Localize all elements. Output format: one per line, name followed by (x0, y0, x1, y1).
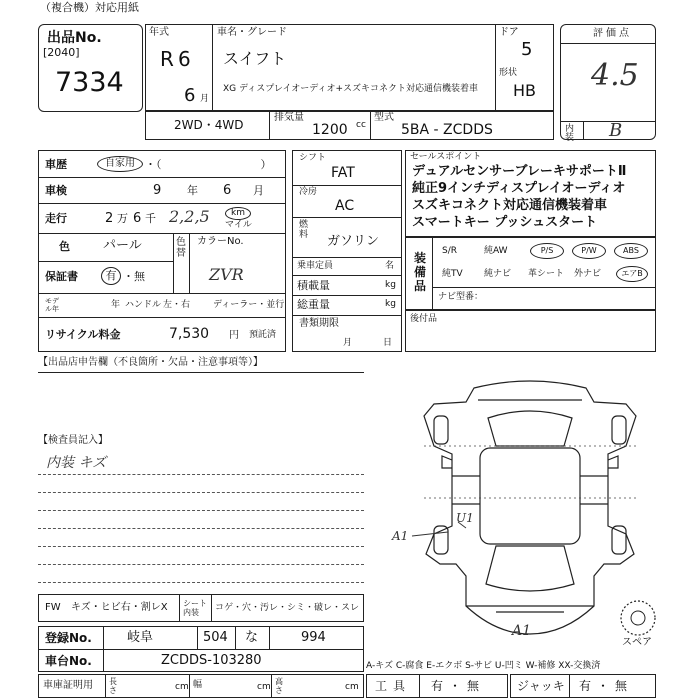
year-value: 6 (178, 47, 191, 71)
garage-cert-box (38, 674, 364, 698)
model-year-unit: 年 (111, 300, 121, 310)
cc-unit: cc (356, 120, 366, 130)
tools-label: 工具 (375, 679, 412, 693)
navi-model-label: ナビ型番： (438, 292, 484, 302)
reg-class: 504 (203, 630, 228, 645)
drive-type: 2WD・4WD (174, 118, 244, 132)
name-box (212, 24, 554, 112)
inspection-month-unit: 月 (253, 184, 264, 197)
length-label: 長さ (109, 677, 117, 695)
month-value: 6 (184, 85, 196, 106)
height-unit: cm (345, 682, 359, 692)
doc-month: 月 (343, 338, 353, 348)
notes-label: 【出品店申告欄（不良箇所・欠品・注意事項等）】 (38, 357, 263, 368)
doc-day: 日 (383, 338, 393, 348)
capacity-label: 乗車定員 (297, 261, 334, 271)
aftermarket-box (405, 310, 656, 352)
jack-value: 有・無 (579, 679, 634, 693)
reg-label: 登録No. (45, 631, 92, 645)
eq-alloy-wheel: 純AW (484, 246, 508, 256)
capacity-unit: 名 (385, 261, 395, 271)
ac-label: 冷房 (299, 187, 318, 197)
sales-point-1: デュアルセンサーブレーキサポートⅡ (412, 164, 627, 179)
color-label: 色 (59, 240, 70, 253)
eq-sunroof: S/R (442, 246, 457, 256)
color-no-label: カラーNo. (197, 236, 244, 247)
warranty-no: ・無 (123, 270, 145, 283)
car-name: スイフト (223, 49, 287, 68)
shift-label: シフト (299, 153, 327, 163)
score-label: 評価点 (593, 28, 632, 39)
color-change-label: 色替 (176, 237, 186, 259)
history-box (38, 150, 286, 352)
width-unit: cm (257, 682, 271, 692)
inspection-year-unit: 年 (187, 184, 198, 197)
spare-tire-icon (618, 598, 658, 638)
shift-value: FAT (331, 165, 355, 181)
inspection-year: 9 (153, 183, 162, 198)
damage-mark-a1-bottom: A1 (512, 623, 532, 639)
load-label: 積載量 (297, 279, 330, 292)
inspector-label: 【検査員記入】 (38, 435, 108, 446)
reg-kana: な (245, 630, 259, 645)
jack-box (510, 674, 656, 698)
mileage-handwritten: 2,2,5 (169, 207, 210, 226)
sales-point-3: スズキコネクト対応通信機装着車 (412, 198, 608, 213)
damage-legend: A-キズ C-腐食 E-エクボ S-サビ U-凹ミ W-補修 XX-交換済 (366, 661, 601, 671)
damage-mark-u1: U1 (456, 511, 474, 525)
inspector-comment: 内装 キズ (46, 455, 107, 471)
model-label: 型式 (374, 112, 394, 123)
history-private-circle: 自家用 (97, 156, 143, 172)
eq-power-steering: P/S (530, 243, 564, 259)
eq-airbag: エアB (616, 266, 648, 282)
displacement-value: 1200 (312, 122, 348, 138)
history-rest: ・（ ） (145, 158, 272, 171)
seat-items: コゲ・穴・汚レ・シミ・破レ・スレ (215, 603, 360, 613)
door-label: ドア (499, 27, 519, 38)
reg-area: 岐阜 (127, 630, 154, 645)
month-unit: 月 (200, 94, 210, 104)
load-unit: kg (385, 280, 396, 290)
spec-row (145, 110, 554, 140)
tools-value: 有・無 (431, 679, 486, 693)
damage-mark-a1-left: A1 (392, 529, 409, 543)
dealer-label: ディーラー・並行 (213, 300, 285, 310)
handle-lr: 左・右 (163, 300, 191, 310)
lot-code: [2040] (43, 46, 80, 59)
chassis-number: ZCDDS-103280 (161, 653, 262, 668)
warranty-yes-circle: 有 (101, 267, 121, 285)
registration-box (38, 626, 364, 672)
eq-leather-seat: 革シート (528, 269, 565, 279)
tools-box (366, 674, 508, 698)
mileage-sen: 6 (133, 211, 142, 226)
handle-label: ハンドル (125, 300, 162, 310)
fuel-label: 燃料 (299, 220, 309, 240)
sales-point-2: 純正9インチディスプレイオーディオ (412, 181, 626, 196)
model-value: 5BA - ZCDDS (401, 122, 493, 138)
lot-label: 出品No. (47, 30, 102, 46)
height-label: 高さ (275, 677, 283, 695)
year-box (145, 24, 213, 112)
mileage-label: 走行 (45, 212, 67, 225)
year-label: 年式 (149, 27, 169, 38)
mile-label: マイル (225, 220, 252, 230)
eq-tv: 純TV (442, 269, 463, 279)
history-label: 車歴 (45, 158, 67, 171)
eq-abs: ABS (614, 243, 648, 259)
color-no-value: ZVR (209, 265, 244, 284)
width-label: 幅 (193, 680, 203, 690)
spare-label: スペア (622, 637, 652, 648)
fuel-value: ガソリン (327, 234, 380, 249)
mileage-man: 2 (105, 211, 114, 226)
sales-point-4: スマートキー プッシュスタート (412, 215, 598, 230)
lot-box (38, 24, 143, 112)
inspection-month: 6 (223, 183, 232, 198)
mileage-sen-unit: 千 (145, 212, 156, 225)
sales-label: セールスポイント (410, 152, 482, 162)
gross-unit: kg (385, 299, 396, 309)
km-circle: km (225, 207, 251, 220)
mileage-man-unit: 万 (117, 212, 128, 225)
seat-label: シート内装 (183, 599, 207, 617)
interior-grade: B (609, 120, 623, 141)
score-box (560, 24, 656, 143)
specs-box (292, 150, 402, 352)
sales-box (405, 150, 656, 238)
lot-number: 7334 (55, 67, 124, 98)
aftermarket-label: 後付品 (410, 314, 438, 324)
ac-value: AC (335, 198, 355, 214)
reg-number: 994 (301, 630, 326, 645)
model-year-label: モデル年 (45, 297, 59, 313)
length-unit: cm (175, 682, 189, 692)
eq-power-window: P/W (572, 243, 606, 259)
displacement-label: 排気量 (274, 112, 304, 123)
interior-label: 内装 (565, 124, 575, 143)
recycle-unit: 円 (229, 330, 239, 341)
score-value: 4.5 (591, 58, 639, 93)
shape-label: 形状 (499, 68, 518, 78)
equipment-label: 装備品 (414, 251, 427, 293)
color-value: パール (103, 238, 142, 253)
eq-navi: 純ナビ (484, 269, 512, 279)
door-count: 5 (521, 39, 533, 60)
chassis-label: 車台No. (45, 654, 92, 668)
inspection-label: 車検 (45, 184, 67, 197)
jack-label: ジャッキ (517, 679, 565, 693)
recycle-value: 7,530 (169, 326, 210, 342)
car-grade: XG ディスプレイオーディオ+スズキコネクト対応通信機装着車 (223, 84, 479, 94)
doc-deadline-label: 書類期限 (299, 318, 339, 329)
shape-value: HB (513, 81, 537, 100)
year-era: R (160, 47, 174, 71)
fw-label: FW (45, 602, 61, 613)
form-title: （複合機）対応用紙 (40, 1, 139, 14)
name-label: 車名・グレード (217, 27, 287, 38)
gross-label: 総重量 (297, 298, 330, 311)
recycle-label: リサイクル料金 (45, 328, 121, 341)
warranty-label: 保証書 (45, 270, 78, 283)
fw-damage: キズ・ヒビ右・割レX (71, 602, 168, 613)
garage-cert-label: 車庫証明用 (43, 680, 93, 691)
recycle-note: 預託済 (249, 330, 277, 340)
eq-ext-navi: 外ナビ (574, 269, 602, 279)
fw-box (38, 594, 364, 622)
equipment-box (405, 236, 656, 310)
